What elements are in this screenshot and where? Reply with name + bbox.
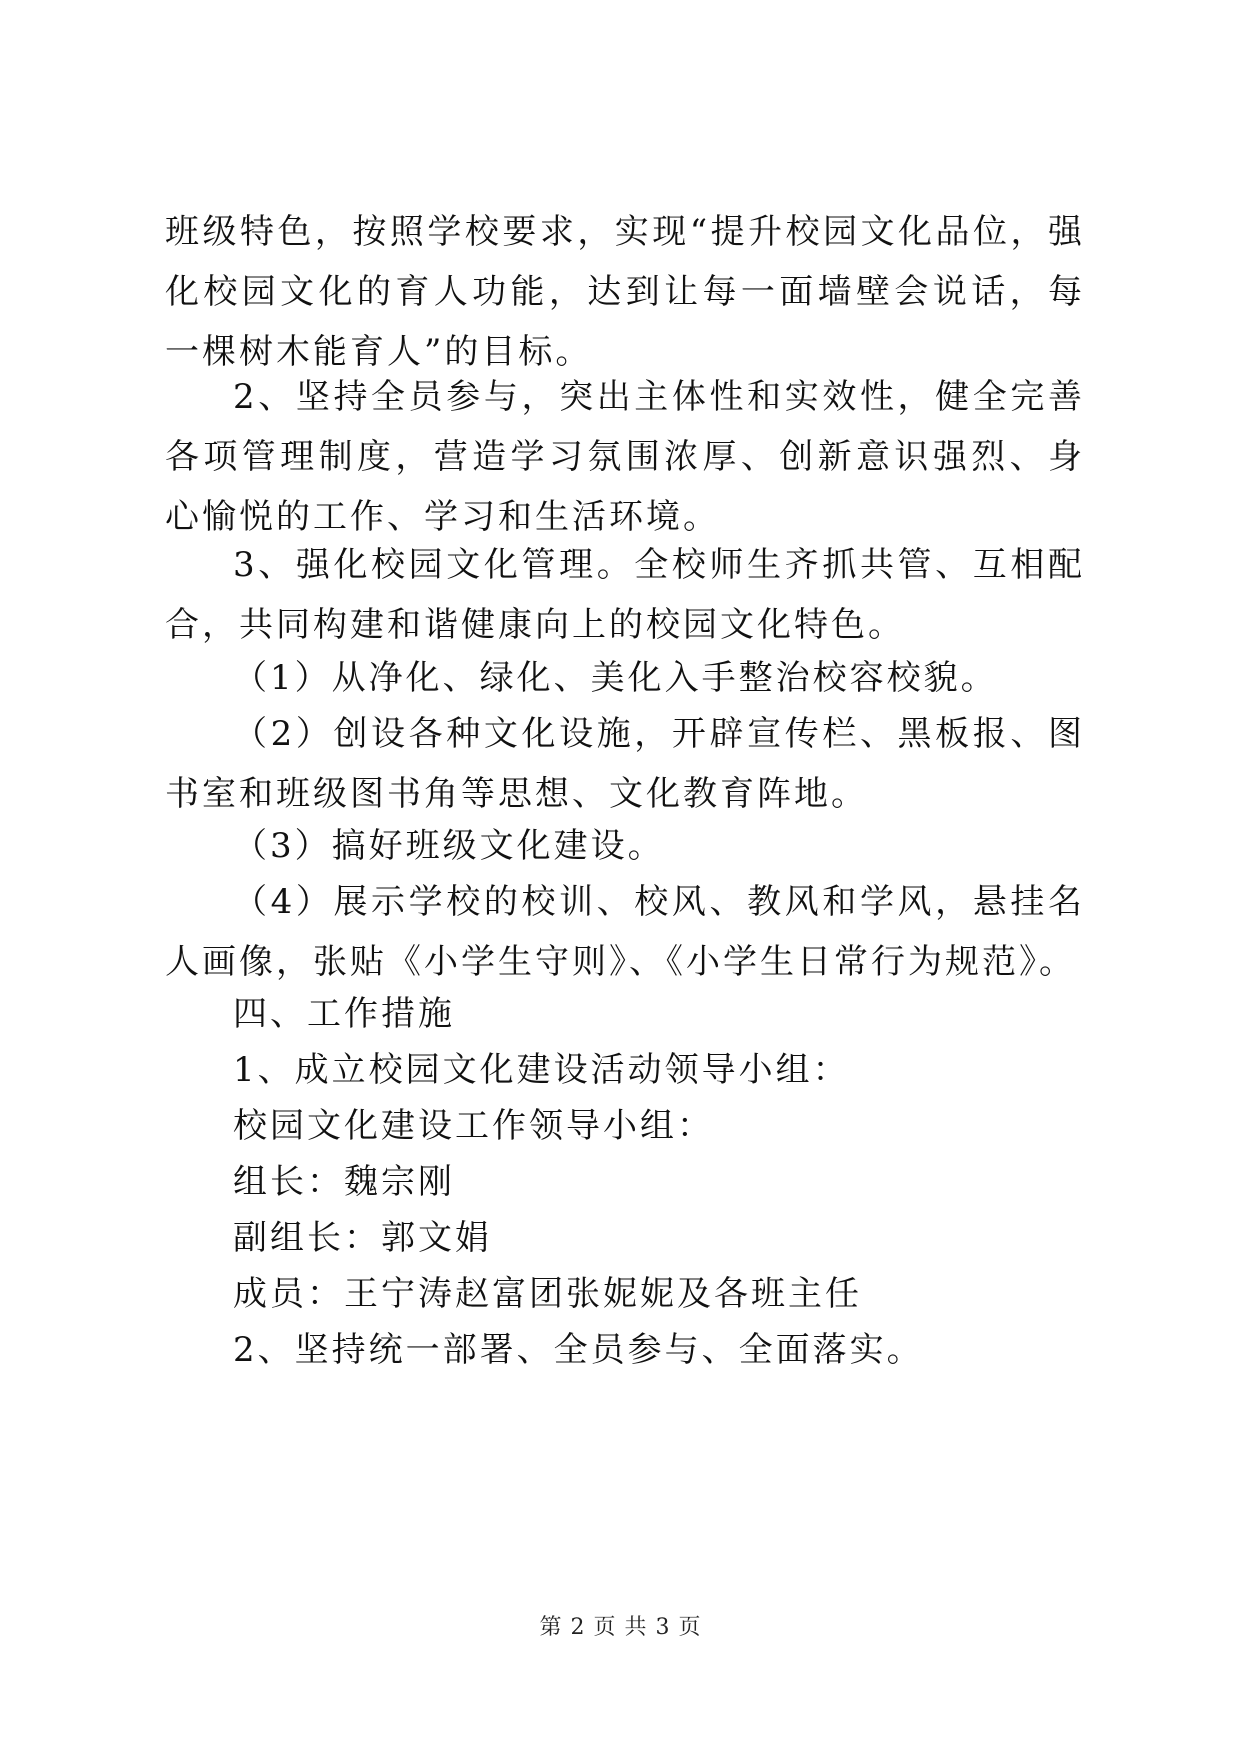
page-number-footer: 第 2 页 共 3 页: [539, 1615, 702, 1640]
paragraph-subitem-3: （3）搞好班级文化建设。: [233, 826, 665, 866]
section-heading-work-measures: 四、工作措施: [233, 994, 455, 1034]
leadership-group-title: 校园文化建设工作领导小组：: [233, 1106, 714, 1146]
paragraph-class-features: 班级特色，按照学校要求，实现“提升校园文化品位，强化校园文化的育人功能，达到让每一面墙壁会说话，每一棵树木能育人”的目标。: [165, 212, 1085, 372]
paragraph-item-1-leadership: 1、成立校园文化建设活动领导小组：: [233, 1050, 850, 1090]
paragraph-subitem-1: （1）从净化、绿化、美化入手整治校容校貌。: [233, 658, 998, 698]
group-members: 成员：王宁涛赵富团张妮妮及各班主任: [233, 1274, 862, 1314]
paragraph-item-2-participation: 2、坚持全员参与，突出主体性和实效性，健全完善各项管理制度，营造学习氛围浓厚、创新意识强烈、身心愉悦的工作、学习和生活环境。: [165, 377, 1085, 537]
paragraph-subitem-4: （4）展示学校的校训、校风、教风和学风，悬挂名人画像，张贴《小学生守则》、《小学生日常行为规范》。: [165, 882, 1085, 982]
paragraph-subitem-2: （2）创设各种文化设施，开辟宣传栏、黑板报、图书室和班级图书角等思想、文化教育阵地。: [165, 714, 1085, 814]
paragraph-item-3-management: 3、强化校园文化管理。全校师生齐抓共管、互相配合，共同构建和谐健康向上的校园文化特色。: [165, 545, 1085, 645]
paragraph-item-2-deployment: 2、坚持统一部署、全员参与、全面落实。: [233, 1330, 924, 1370]
deputy-group-leader: 副组长：郭文娟: [233, 1218, 492, 1258]
group-leader: 组长：魏宗刚: [233, 1162, 455, 1202]
